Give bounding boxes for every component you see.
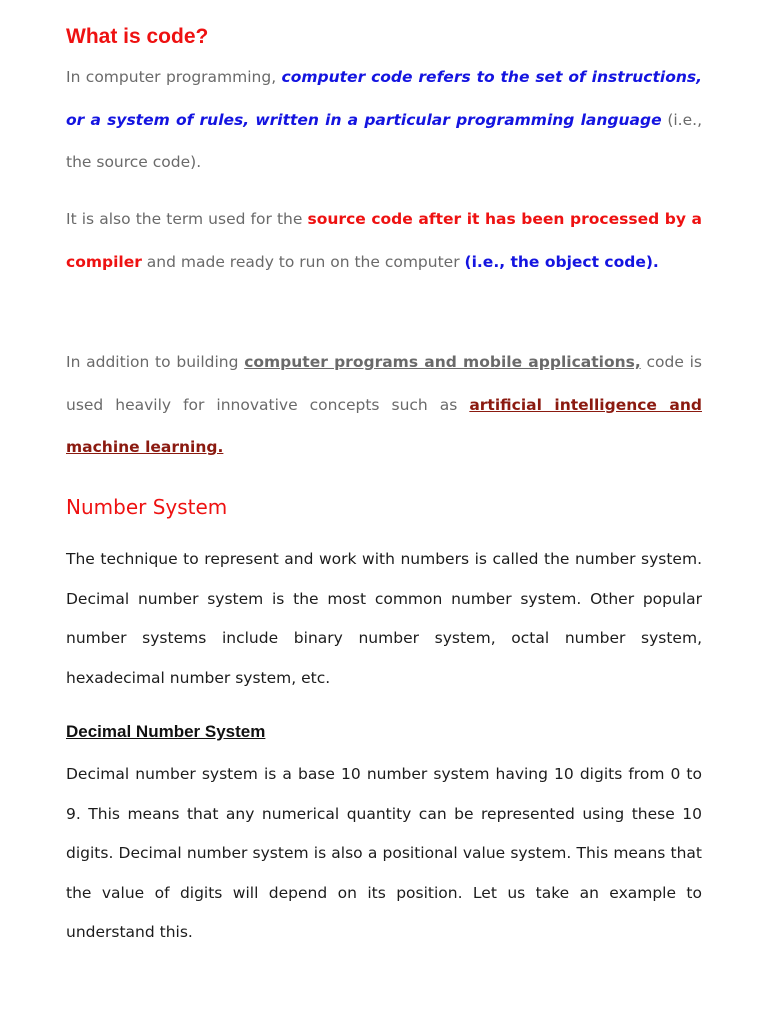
- text-run: (i.e., the source code).: [66, 110, 702, 172]
- emphasis-computer-code-definition: computer code refers to the set of instructions, or a system of rules, written in a particular programming language: [66, 68, 702, 129]
- heading-what-is-code: What is code?: [66, 25, 209, 48]
- text-run: and made ready to run on the computer: [141, 252, 465, 271]
- text-run: code is used heavily for innovative concepts such as: [66, 353, 702, 414]
- paragraph-code-uses: [66, 341, 702, 469]
- paragraph-number-system: The technique to represent and work with numbers is called the number system. Decimal number system is the most common number system. Other popular number systems include binary number system, octal number system, hexadecimal number system, etc.: [66, 550, 702, 687]
- emphasis-compiled-source: source code after it has been processed by a compiler: [66, 210, 702, 271]
- paragraph-decimal-number-system: Decimal number system is a base 10 number system having 10 digits from 0 to 9. This means that any numerical quantity can be represented using these 10 digits. Decimal number system is also a positional value system. This means that the value of digits will depend on its position. Let us take an example to understand this.: [66, 765, 702, 942]
- heading-decimal-number-system: Decimal Number System: [66, 722, 266, 741]
- link-computer-programs[interactable]: computer programs and mobile applications,: [244, 353, 641, 371]
- text-run: In addition to building: [66, 353, 245, 371]
- text-run: In computer programming,: [66, 68, 282, 86]
- text-run: It is also the term used for the: [66, 210, 308, 228]
- link-ai-ml[interactable]: artificial intelligence and machine learning.: [66, 395, 702, 457]
- paragraph-code-definition: [66, 56, 702, 184]
- paragraph-object-code: [66, 198, 702, 283]
- heading-number-system: Number System: [66, 495, 228, 519]
- emphasis-object-code: (i.e., the object code).: [464, 252, 659, 271]
